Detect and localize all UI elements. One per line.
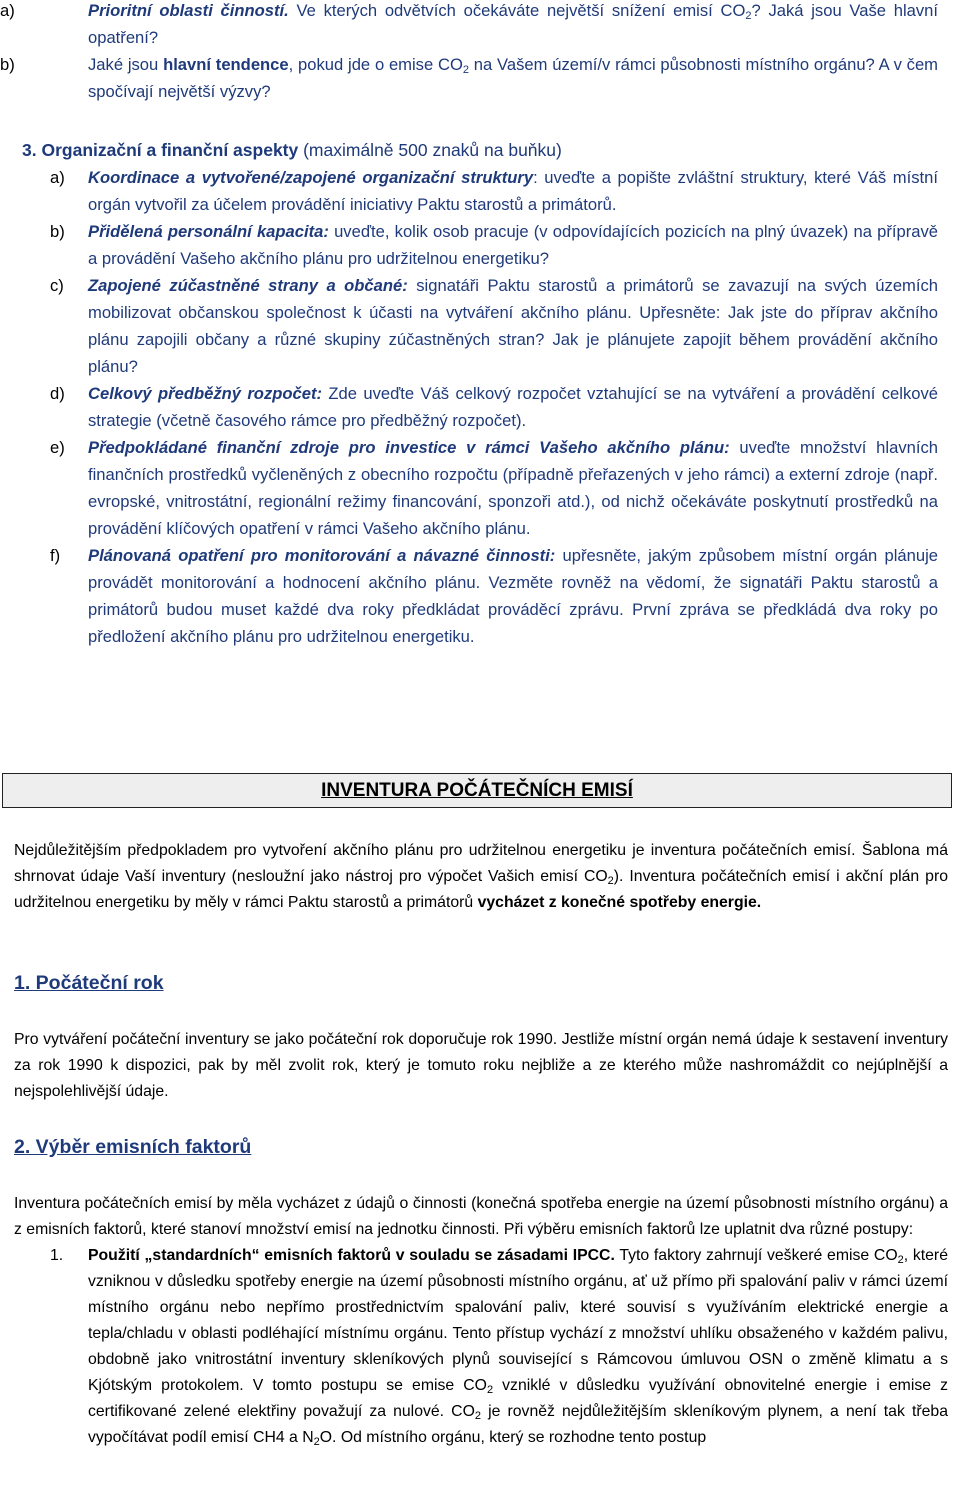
- item-label: e): [50, 438, 65, 457]
- item-title: Koordinace a vytvořené/zapojené organizační struktury: [88, 168, 534, 187]
- item-text: , které vzniknou v důsledku spotřeby energie na území působnosti místního orgánu, ať už přímo při spalování paliv v rámci území místního orgánu nebo nepřímo prostřednictvím spalování paliv, které souvisí s využíváním elektrické energie a tepla/chladu v oblasti podléhající místnímu orgánu. Tento přístup vychází z množství uhlíku obsaženého v každém palivu, obdobně jako vnitrostátní inventury skleníkových plynů související s Rámcovou úmluvou OSN o změně klimatu a s Kjótským protokolem. V tomto postupu se emise CO: [88, 1247, 948, 1394]
- item-text: Ve kterých odvětvích očekáváte největší snížení emisí CO: [288, 1, 746, 20]
- item-subscript: 2: [313, 1436, 320, 1448]
- item-text: O. Od místního orgánu, který se rozhodne tento postup: [319, 1429, 707, 1446]
- section-number: 3.: [22, 140, 37, 160]
- item-text: vzniklé v důsledku využívání obnovitelné energie i emise z certifikované zelené elektřiny považují za nulové. CO: [88, 1377, 948, 1420]
- item-title: Plánovaná opatření pro monitorování a návazné činnosti:: [88, 546, 556, 565]
- item-bold: Použití „standardních“ emisních faktorů v souladu se zásadami IPCC.: [88, 1247, 615, 1264]
- item-text: : uveďte a popište zvláštní struktury, které Váš místní orgán vytvořil za účelem provádění iniciativy Paktu starostů a primátorů.: [88, 168, 938, 214]
- section-3: [0, 137, 950, 650]
- item-title: Prioritní oblasti činností.: [88, 1, 289, 20]
- intro-subscript: 2: [607, 875, 614, 887]
- section-3-item-d: [0, 380, 950, 434]
- section-note: (maximálně 500 znaků na buňku): [298, 140, 562, 160]
- item-text: upřesněte, jakým způsobem místní orgán plánuje provádět monitorování a hodnocení akčního plánu. Vezměte rovněž na vědomí, že signatáři Paktu starostů a primátorů budou muset každé dva roky předkládat prováděcí zprávu. První zpráva se předkládá dva roky po předložení akčního plánu pro udržitelnou energetiku.: [88, 546, 938, 646]
- item-text: Tyto faktory zahrnují veškeré emise CO: [614, 1247, 898, 1264]
- section-3-item-f: [0, 542, 950, 650]
- item-label: 1.: [50, 1247, 64, 1264]
- section-1-paragraph: Pro vytváření počáteční inventury se jako počáteční rok doporučuje rok 1990. Jestliže místní orgán nemá údaje k sestavení inventury za rok 1990 k dispozici, pak by měl zvolit rok, který je tomuto roku nejbliže a ze kterého může nashromáždit co nejúplnější a nejspolehlivější údaje.: [14, 1031, 948, 1100]
- item-text: uveďte, kolik osob pracuje (v odpovídajících pozicích na plný úvazek) na přípravě a provádění Vašeho akčního plánu pro udržitelnou energetiku?: [88, 222, 938, 268]
- intro-bold: vycházet z konečné spotřeby energie.: [477, 894, 762, 911]
- item-text: , pokud jde o emise CO: [288, 55, 463, 74]
- inventory-intro: [14, 838, 948, 916]
- item-label: b): [0, 55, 15, 74]
- top-item-a: [0, 0, 950, 51]
- item-subscript: 2: [474, 1410, 481, 1422]
- item-text: Jaké jsou: [88, 55, 164, 74]
- item-text: signatáři Paktu starostů a primátorů se zavazují na svých územích mobilizovat občanskou společnost k účasti na vytváření akčního plánu. Upřesněte: Jak jste do příprav akčního plánu zapojili občany a různé skupiny zúčastněných stran? Jak je plánujete zapojit během provádění akčního plánu?: [88, 276, 939, 376]
- item-text: na Vašem území/v rámci působnosti místního orgánu? A v čem spočívají největší výzvy?: [88, 55, 938, 101]
- item-subscript: 2: [745, 10, 752, 22]
- item-text: uveďte množství hlavních finančních prostředků vyčleněných z obecního rozpočtu (případně přeřazených v jeho rámci) a externí zdroje (např. evropské, vnitrostátní, regionální režimy financování, sponzoři atd.), od nichž očekáváte poskytnutí prostředků na provádění klíčových opatření v rámci Vašeho akčního plánu.: [88, 438, 938, 538]
- item-bold: hlavní tendence: [163, 55, 289, 74]
- item-title: Zapojené zúčastněné strany a občané:: [88, 276, 408, 295]
- intro-text: Nejdůležitějším předpokladem pro vytvoření akčního plánu pro udržitelnou energetiku je inventura počátečních emisí. Šablona má shrnovat údaje Vaší inventury (nesloužní jako nástroj pro výpočet Vašich emisí CO: [14, 842, 948, 885]
- section-3-heading: [0, 137, 950, 164]
- top-question-list: [0, 0, 950, 105]
- section-1-body: [14, 1027, 948, 1105]
- item-text: Zde uveďte Váš celkový rozpočet vztahující se na vytváření a provádění celkové strategie (včetně časového rámce pro předběžný rozpočet).: [88, 384, 938, 430]
- item-subscript: 2: [897, 1254, 904, 1266]
- section-2-body: [14, 1191, 948, 1451]
- item-subscript: 2: [486, 1384, 494, 1396]
- section-3-item-b: [0, 218, 950, 272]
- section-title: Organizační a finanční aspekty: [41, 140, 299, 160]
- section-1-title: 1. Počáteční rok: [14, 972, 164, 994]
- item-text: je rovněž nejdůležitějším skleníkovým plynem, a není tak třeba vypočítávat podíl emisí CH4 a N: [88, 1403, 948, 1446]
- item-text: ? Jaká jsou Vaše hlavní opatření?: [88, 1, 939, 47]
- inventory-banner: INVENTURA POČÁTEČNÍCH EMISÍ: [2, 773, 952, 808]
- intro-text: ). Inventura počátečních emisí i akční plán pro udržitelnou energetiku by měly v rámci Paktu starostů a primátorů: [14, 868, 948, 911]
- section-2-title: 2. Výběr emisních faktorů: [14, 1136, 252, 1158]
- item-title: Celkový předběžný rozpočet:: [88, 384, 323, 403]
- item-label: a): [0, 1, 15, 20]
- item-label: a): [50, 168, 65, 187]
- section-3-item-e: [0, 434, 950, 542]
- item-label: b): [50, 222, 65, 241]
- item-title: Přidělená personální kapacita:: [88, 222, 329, 241]
- section-2-item-1: [14, 1243, 948, 1451]
- item-label: d): [50, 384, 65, 403]
- section-2-paragraph: Inventura počátečních emisí by měla vycházet z údajů o činnosti (konečná spotřeba energie na území působnosti místního orgánu) a z emisních faktorů, které stanoví množství emisí na jednotku činnosti. Při výběru emisních faktorů lze uplatnit dva různé postupy:: [14, 1195, 948, 1238]
- item-title: Předpokládané finanční zdroje pro investice v rámci Vašeho akčního plánu:: [88, 438, 730, 457]
- item-label: c): [50, 276, 64, 295]
- intro-paragraph: [14, 838, 948, 916]
- item-label: f): [50, 546, 61, 565]
- section-3-item-c: [0, 272, 950, 380]
- top-item-b: [0, 51, 950, 105]
- section-3-item-a: [0, 164, 950, 218]
- item-subscript: 2: [462, 64, 470, 76]
